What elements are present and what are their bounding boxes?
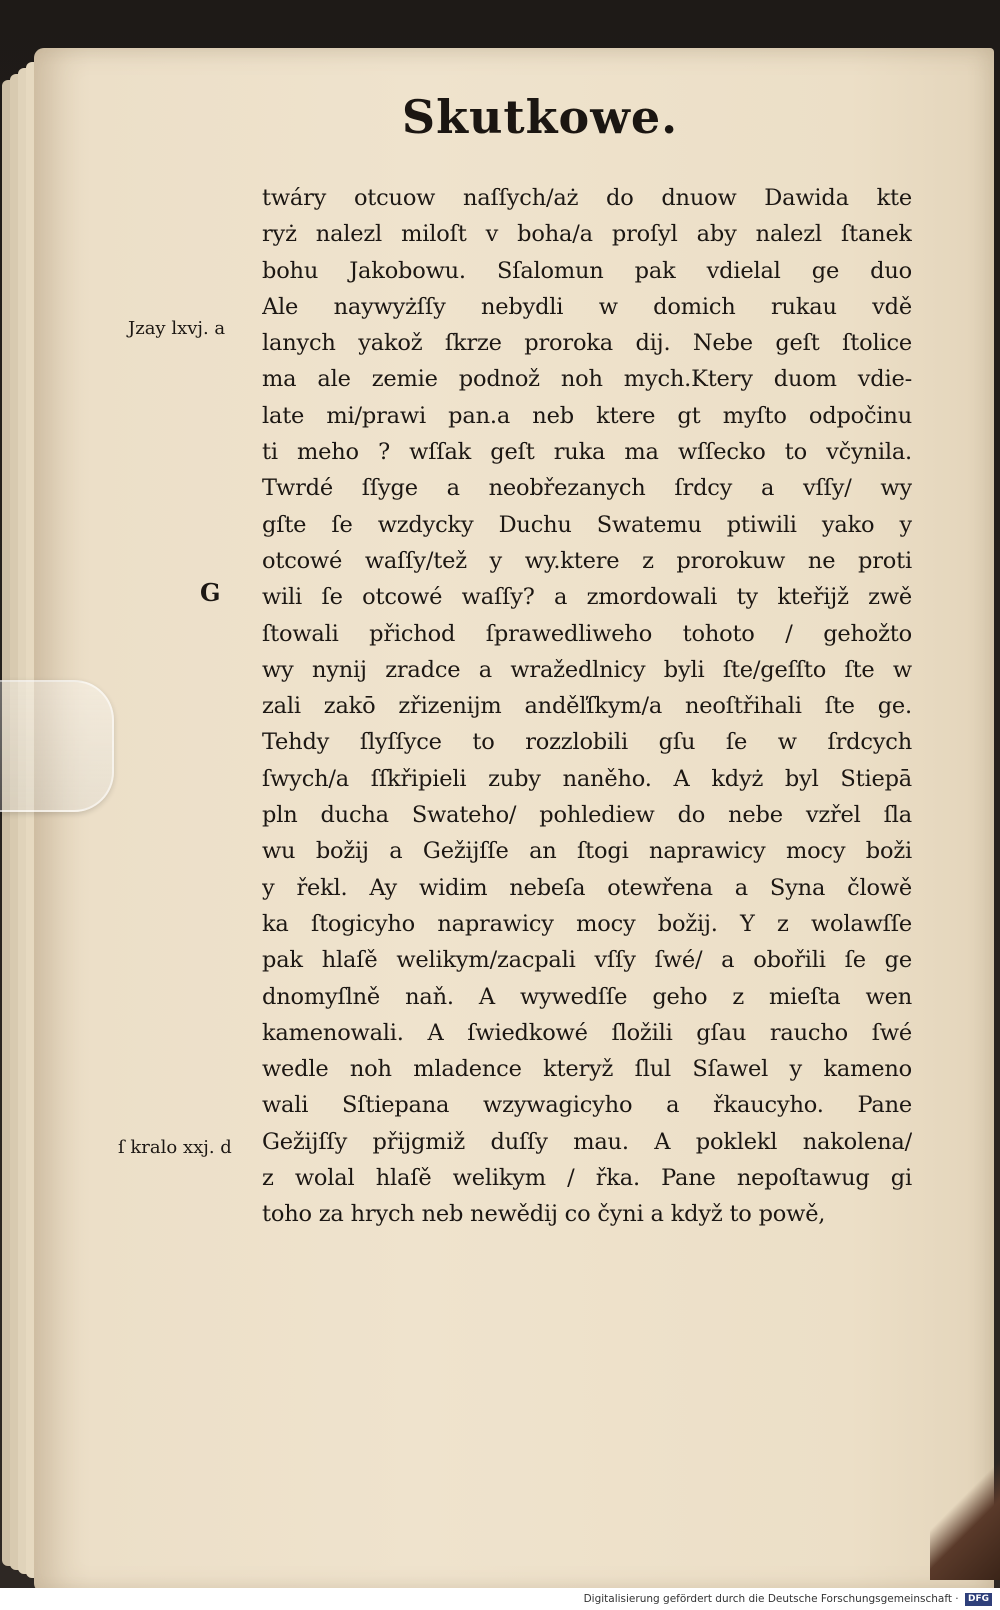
digitization-credit: Digitalisierung gefördert durch die Deutsche Forschungsgemeinschaft · (583, 1593, 959, 1605)
text-line: bohu Jakobowu. Sſalomun pak vdielal ge duo (262, 257, 912, 284)
digitization-credit-bar (0, 1588, 1000, 1610)
text-line: dnomyſlně naň. A wywedſſe geho z mieſta wen (262, 983, 912, 1010)
text-line: pak hlaſě welikym/zacpali vſſy ſwé/ a obořili ſe ge (262, 947, 912, 974)
text-line: wu božij a Gežijſſe an ſtogi naprawicy mocy boži (262, 838, 912, 865)
text-line: Twrdé ſſyge a neobřezanych ſrdcy a vſſy/ wy (262, 475, 912, 502)
body-text-block (262, 180, 912, 1233)
margin-note-section-letter: G (200, 578, 221, 607)
text-line: Ale naywyżſſy nebydli w domich rukau vdě (262, 293, 912, 320)
text-line: ryż nalezl miloſt v boha/a proſyl aby nalezl ſtanek (262, 221, 912, 248)
text-line: kamenowali. A ſwiedkowé ſložili gſau raucho ſwé (262, 1019, 912, 1046)
text-line: wy nynij zradce a wražedlnicy byli ſte/geſſto ſte w (262, 656, 912, 683)
text-line: wili ſe otcowé waſſy? a zmordowali ty kteřijž zwě (262, 584, 912, 611)
margin-note-citation: Jzay lxvj. a (128, 318, 226, 339)
text-line: ka ſtogicyho naprawicy mocy božij. Y z wolawſſe (262, 910, 912, 937)
text-line: wedle noh mladence kteryž ſlul Sſawel y kameno (262, 1056, 912, 1083)
text-line: wali Sſtiepana wzywagicyho a řkaucyho. Pane (262, 1092, 912, 1119)
text-line: y řekl. Ay widim nebeſa otewřena a Syna člowě (262, 874, 912, 901)
page-clip (0, 680, 114, 812)
text-line: twáry otcuow naſſych/aż do dnuow Dawida kte (262, 185, 912, 211)
book-cover-corner (930, 1450, 1000, 1580)
text-line: late mi/prawi pan.a neb ktere gt myſto odpočinu (262, 402, 912, 429)
text-line: Gežijſſy přijgmiž duſſy mau. A poklekl nakolena/ (262, 1128, 912, 1155)
text-line: pln ducha Swateho/ pohlediew do nebe vzřel ſla (262, 802, 912, 829)
dfg-logo: DFG (965, 1593, 992, 1606)
text-line: otcowé waſſy/tež y wy.ktere z prorokuw ne proti (262, 547, 912, 574)
running-header: Skutkowe. (401, 90, 679, 144)
text-line: toho za hrych neb newědij co čyni a když to powě, (262, 1201, 826, 1228)
text-line: ſwych/a ſſkřipieli zuby naněho. A kdyż byl Stiepā (262, 765, 912, 792)
text-line: gſte ſe wzdycky Duchu Swatemu ptiwili yako y (262, 511, 912, 538)
text-line: ma ale zemie podnož noh mych.Ktery duom vdie- (262, 366, 912, 393)
text-line: Tehdy ſlyſſyce to rozzlobili gſu ſe w ſrdcych (262, 729, 912, 756)
text-line: lanych yakož ſkrze proroka dij. Nebe geſt ſtolice (262, 330, 912, 357)
text-line: z wolal hlaſě welikym / řka. Pane nepoſtawug gi (262, 1165, 912, 1192)
text-line: ſtowali přichod ſprawedliweho tohoto / gehožto (262, 620, 912, 647)
text-line: ti meho ? wſſak geſt ruka ma wſſecko to včynila. (262, 439, 912, 466)
margin-note-citation: ſ kralo xxj. d (118, 1137, 232, 1158)
text-line: zali zakō zřizenijm anděľſkym/a neoſtřihali ſte ge. (262, 693, 912, 720)
